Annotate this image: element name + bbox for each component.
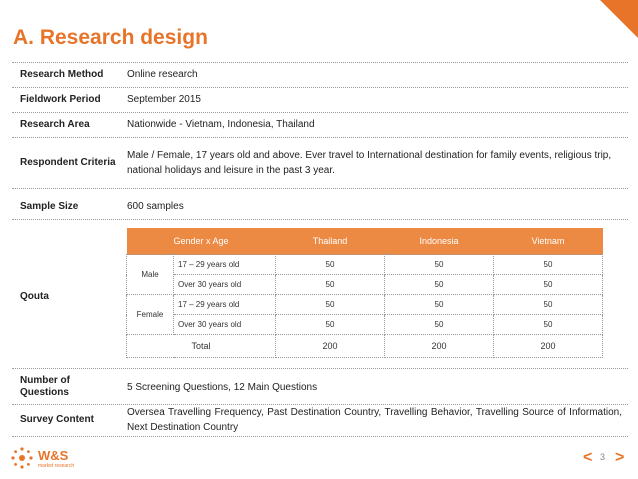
quota-header-thailand: Thailand: [276, 228, 385, 255]
quota-cell: 50: [385, 295, 494, 315]
quota-label: Qouta: [20, 291, 49, 302]
quota-cell: 50: [494, 255, 603, 275]
sun-logo-icon: [10, 446, 34, 470]
survey-content-label: Survey Content: [20, 414, 94, 425]
quota-cell: 50: [494, 315, 603, 335]
number-of-questions-label: Number of Questions: [20, 375, 70, 398]
table-row: [127, 315, 603, 335]
survey-content-value: Oversea Travelling Frequency, Past Destination Country, Travelling Behavior, Travelling Source of Information, Next Destination Country: [127, 407, 622, 433]
quota-cell: 50: [385, 315, 494, 335]
quota-cell: 50: [276, 255, 385, 275]
quota-cell: 50: [276, 275, 385, 295]
chevron-left-icon[interactable]: <: [583, 449, 593, 466]
brand-subtitle: market research: [38, 463, 75, 469]
divider: [12, 188, 628, 189]
quota-age: 17 – 29 years old: [174, 295, 276, 315]
divider: [12, 112, 628, 113]
table-row: [127, 255, 603, 275]
quota-header-gender-age: Gender x Age: [127, 228, 276, 255]
quota-total-row: [127, 335, 603, 358]
divider: [12, 368, 628, 369]
quota-table: [126, 228, 603, 358]
sample-size-value: 600 samples: [127, 201, 184, 212]
corner-accent: [600, 0, 638, 38]
quota-total-cell: 200: [385, 335, 494, 358]
quota-total-cell: 200: [494, 335, 603, 358]
brand-logo: [10, 446, 80, 472]
quota-cell: 50: [494, 295, 603, 315]
quota-cell: 50: [385, 275, 494, 295]
quota-cell: 50: [276, 295, 385, 315]
fieldwork-period-label: Fieldwork Period: [20, 94, 101, 105]
divider: [12, 62, 628, 63]
page-number: 3: [600, 452, 606, 462]
quota-age: Over 30 years old: [174, 315, 276, 335]
divider: [12, 87, 628, 88]
research-method-value: Online research: [127, 69, 198, 80]
quota-cell: 50: [276, 315, 385, 335]
fieldwork-period-value: September 2015: [127, 94, 201, 105]
quota-gender-female: Female: [127, 295, 174, 335]
research-area-value: Nationwide - Vietnam, Indonesia, Thailand: [127, 119, 315, 130]
respondent-criteria-value: Male / Female, 17 years old and above. Ever travel to International destination for family events, religious trip, national holidays and leisure in the past 3 year.: [127, 150, 612, 176]
quota-gender-male: Male: [127, 255, 174, 295]
table-row: [127, 275, 603, 295]
respondent-criteria-label: Respondent Criteria: [20, 157, 116, 168]
number-of-questions-value: 5 Screening Questions, 12 Main Questions: [127, 382, 318, 393]
chevron-right-icon[interactable]: >: [615, 449, 625, 466]
sample-size-label: Sample Size: [20, 201, 79, 212]
divider: [12, 137, 628, 138]
quota-age: 17 – 29 years old: [174, 255, 276, 275]
quota-cell: 50: [494, 275, 603, 295]
brand-name: W&S: [38, 448, 69, 463]
quota-header-indonesia: Indonesia: [385, 228, 494, 255]
quota-header-vietnam: Vietnam: [494, 228, 603, 255]
divider: [12, 436, 628, 437]
quota-header-row: [127, 228, 603, 255]
research-method-label: Research Method: [20, 69, 104, 80]
research-area-label: Research Area: [20, 119, 90, 130]
divider: [12, 219, 628, 220]
table-row: [127, 295, 603, 315]
quota-cell: 50: [385, 255, 494, 275]
quota-total-label: Total: [127, 335, 276, 358]
quota-total-cell: 200: [276, 335, 385, 358]
quota-age: Over 30 years old: [174, 275, 276, 295]
page-title: A. Research design: [13, 26, 208, 49]
